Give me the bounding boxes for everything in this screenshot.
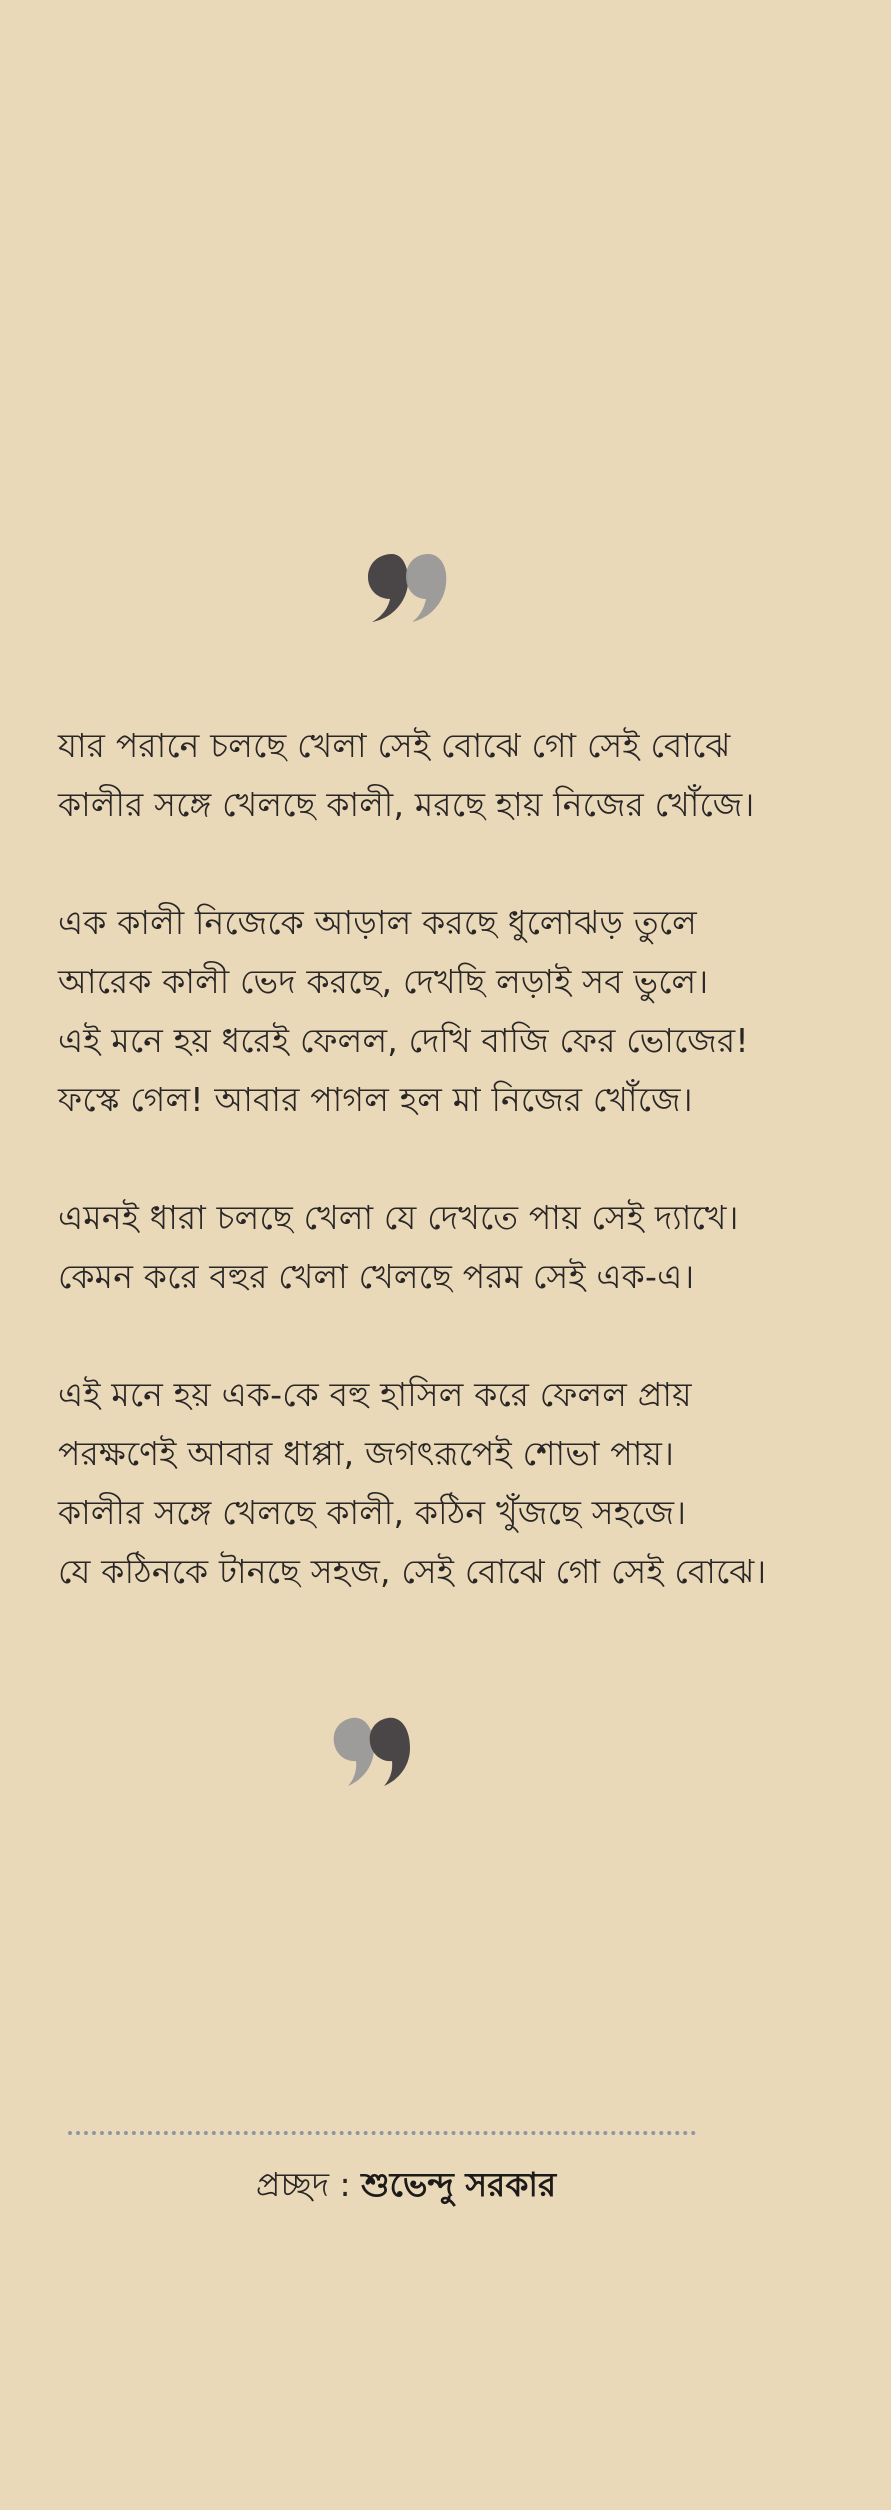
open-quote-icon bbox=[368, 552, 450, 624]
poem-line: এক কালী নিজেকে আড়াল করছে ধুলোঝড় তুলে bbox=[58, 903, 697, 942]
stanza-2 bbox=[58, 893, 858, 1129]
poem-line: কালীর সঙ্গে খেলছে কালী, কঠিন খুঁজছে সহজে। bbox=[58, 1493, 687, 1532]
poem-line: এমনই ধারা চলছে খেলা যে দেখতে পায় সেই দ্যাখে। bbox=[58, 1198, 739, 1237]
poem-line: কেমন করে বহুর খেলা খেলছে পরম সেই এক-এ। bbox=[58, 1257, 695, 1296]
poem-line: এই মনে হয় এক-কে বহু হাসিল করে ফেলল প্রায় bbox=[58, 1375, 692, 1414]
cover-credit bbox=[0, 2160, 812, 2210]
stanza-4 bbox=[58, 1365, 858, 1601]
poem-line: এই মনে হয় ধরেই ফেলল, দেখি বাজি ফের ভোজের! bbox=[58, 1021, 749, 1060]
poem-line: আরেক কালী ভেদ করছে, দেখছি লড়াই সব ভুলে। bbox=[58, 962, 709, 1001]
close-quote-icon bbox=[330, 1716, 412, 1788]
poem-line: কালীর সঙ্গে খেলছে কালী, মরছে হায় নিজের খোঁজে। bbox=[58, 785, 755, 824]
credit-label: প্রচ্ছদ : bbox=[255, 2165, 362, 2204]
poem-line: পরক্ষণেই আবার ধাপ্পা, জগৎরূপেই শোভা পায়। bbox=[58, 1434, 675, 1473]
credit-name: শুভেন্দু সরকার bbox=[361, 2165, 557, 2204]
stanza-3 bbox=[58, 1188, 858, 1306]
poem-line: যার পরানে চলছে খেলা সেই বোঝে গো সেই বোঝে bbox=[58, 726, 731, 765]
stanza-1 bbox=[58, 716, 858, 834]
poem-line: যে কঠিনকে টানছে সহজ, সেই বোঝে গো সেই বোঝে। bbox=[58, 1552, 767, 1591]
dotted-divider bbox=[68, 2131, 696, 2135]
poem-line: ফস্কে গেল! আবার পাগল হল মা নিজের খোঁজে। bbox=[58, 1080, 693, 1119]
poem bbox=[58, 716, 858, 1660]
